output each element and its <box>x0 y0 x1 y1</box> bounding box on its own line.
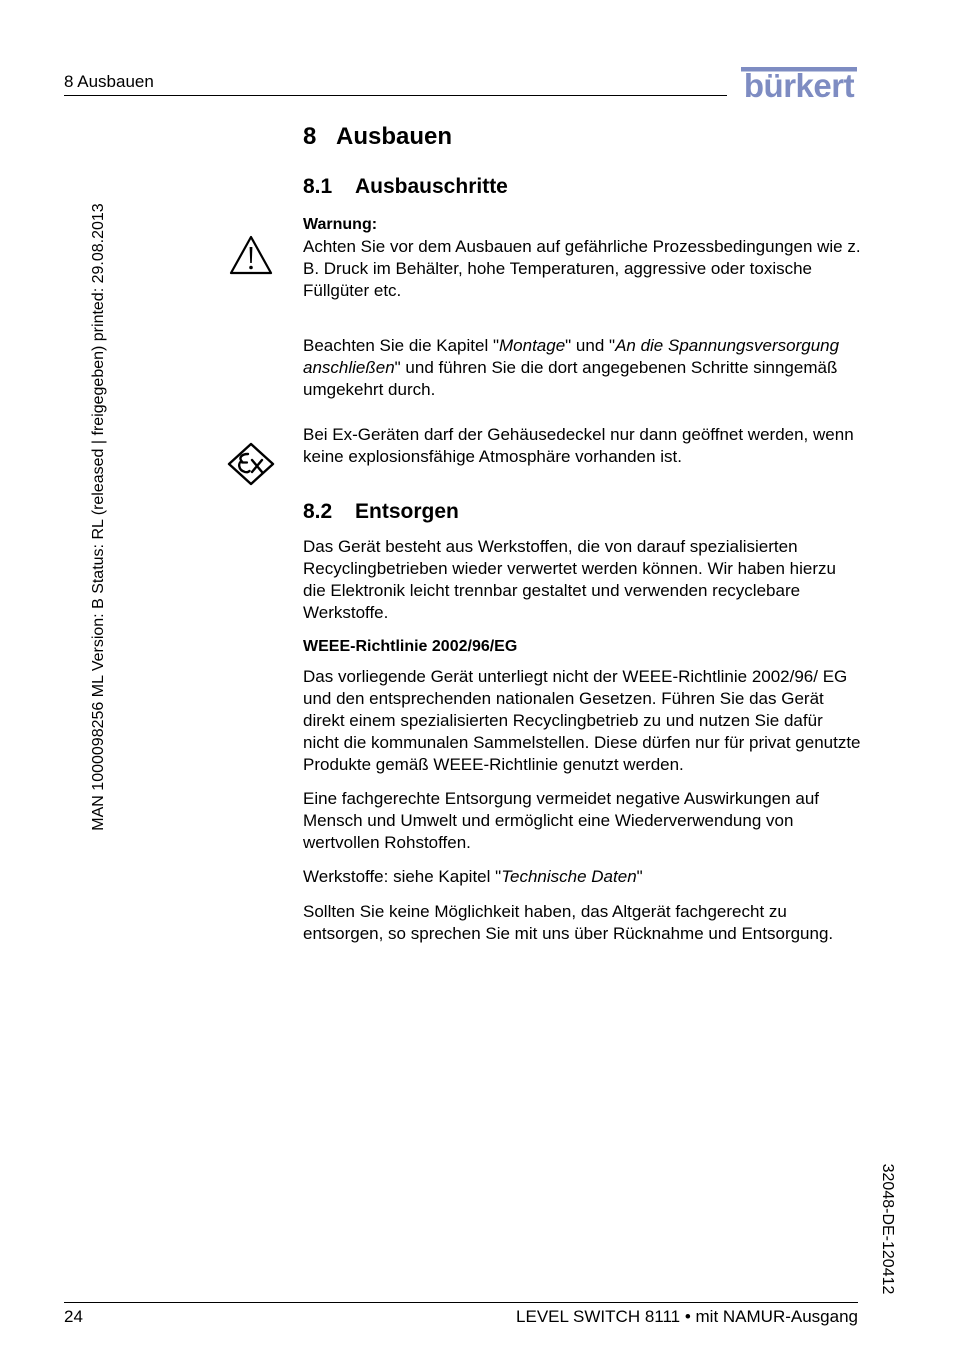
page-number: 24 <box>64 1307 83 1326</box>
weee-paragraph: Das vorliegende Gerät unterliegt nicht der WEEE-Richtlinie 2002/96/ EG und den entsprechenden nationalen Gesetzen. Führen Sie das Gerät direkt einem spezialisierten Recyclingbetrieb zu und nutzen Sie dafür nicht die kommunalen Sammelstellen. Diese dürfen nur für privat genutzte Produkte gemäß WEEE-Richtlinie genutzt werden. <box>303 667 861 774</box>
ex-device-note: Bei Ex-Geräten darf der Gehäusedeckel nur dann geöffnet werden, wenn keine explosionsfähige Atmosphäre vorhanden ist. <box>303 425 854 466</box>
disposal-paragraph: Das Gerät besteht aus Werkstoffen, die von darauf spezialisierten Recyclingbetrieben wieder verwertet werden können. Wir haben hierzu die Elektronik leicht trennbar gestaltet und verwenden recyclebare Werkstoffe. <box>303 537 836 622</box>
chapter-heading <box>303 118 863 156</box>
warning-icon <box>228 234 274 276</box>
note-text: " und führen Sie die dort angegebenen Schritte sinngemäß umgekehrt durch. <box>303 358 838 399</box>
chapter-title: Ausbauen <box>336 123 453 150</box>
weee-heading: WEEE-Richtlinie 2002/96/EG <box>303 638 518 655</box>
chapter-number: 8 <box>303 123 317 150</box>
section-title: Entsorgen <box>355 500 459 523</box>
header-divider <box>64 95 727 96</box>
environment-paragraph: Eine fachgerechte Entsorgung vermeidet negative Auswirkungen auf Mensch und Umwelt und ermöglicht eine Wiederverwendung von wertvollen Rohstoffen. <box>303 789 819 852</box>
document-number: 32048-DE-120412 <box>879 1163 896 1295</box>
materials-reference-technische-daten: Technische Daten <box>501 867 637 886</box>
footer-divider <box>64 1302 858 1303</box>
burkert-logo <box>739 61 859 101</box>
materials-text: Werkstoffe: siehe Kapitel " <box>303 867 502 886</box>
note-reference-spannungsversorgung: An die Spannungsversorgung anschließen <box>303 336 840 377</box>
note-reference-montage: Montage <box>499 336 566 355</box>
section-heading-entsorgen <box>303 498 863 526</box>
running-header: 8 Ausbauen <box>64 72 154 91</box>
note-text: " und " <box>565 336 616 355</box>
return-paragraph: Sollten Sie keine Möglichkeit haben, das Altgerät fachgerecht zu entsorgen, so sprechen Sie mit uns über Rücknahme und Entsorgung. <box>303 902 834 943</box>
footer-product-name: LEVEL SWITCH 8111 • mit NAMUR-Ausgang <box>516 1307 858 1326</box>
main-content <box>303 118 863 945</box>
document-status-sidebar: MAN 1000098256 ML Version: B Status: RL (released | freigegeben) printed: 29.08.2013 <box>90 203 107 831</box>
materials-reference <box>303 866 863 888</box>
section-title: Ausbauschritte <box>355 175 508 198</box>
materials-text: " <box>636 867 643 886</box>
warning-label: Warnung: <box>303 216 378 233</box>
note-text: Beachten Sie die Kapitel " <box>303 336 499 355</box>
logo-wordmark: bürkert <box>743 67 855 101</box>
section-number: 8.2 <box>303 500 333 523</box>
warning-text: Achten Sie vor dem Ausbauen auf gefährliche Prozessbedingungen wie z. B. Druck im Behälter, hohe Temperaturen, aggressive oder toxische Füllgüter etc. <box>303 237 861 300</box>
section-number: 8.1 <box>303 175 333 198</box>
ex-explosion-protection-icon <box>227 442 275 486</box>
chapter-reference-note <box>303 335 863 401</box>
section-heading-ausbauschritte <box>303 173 863 201</box>
